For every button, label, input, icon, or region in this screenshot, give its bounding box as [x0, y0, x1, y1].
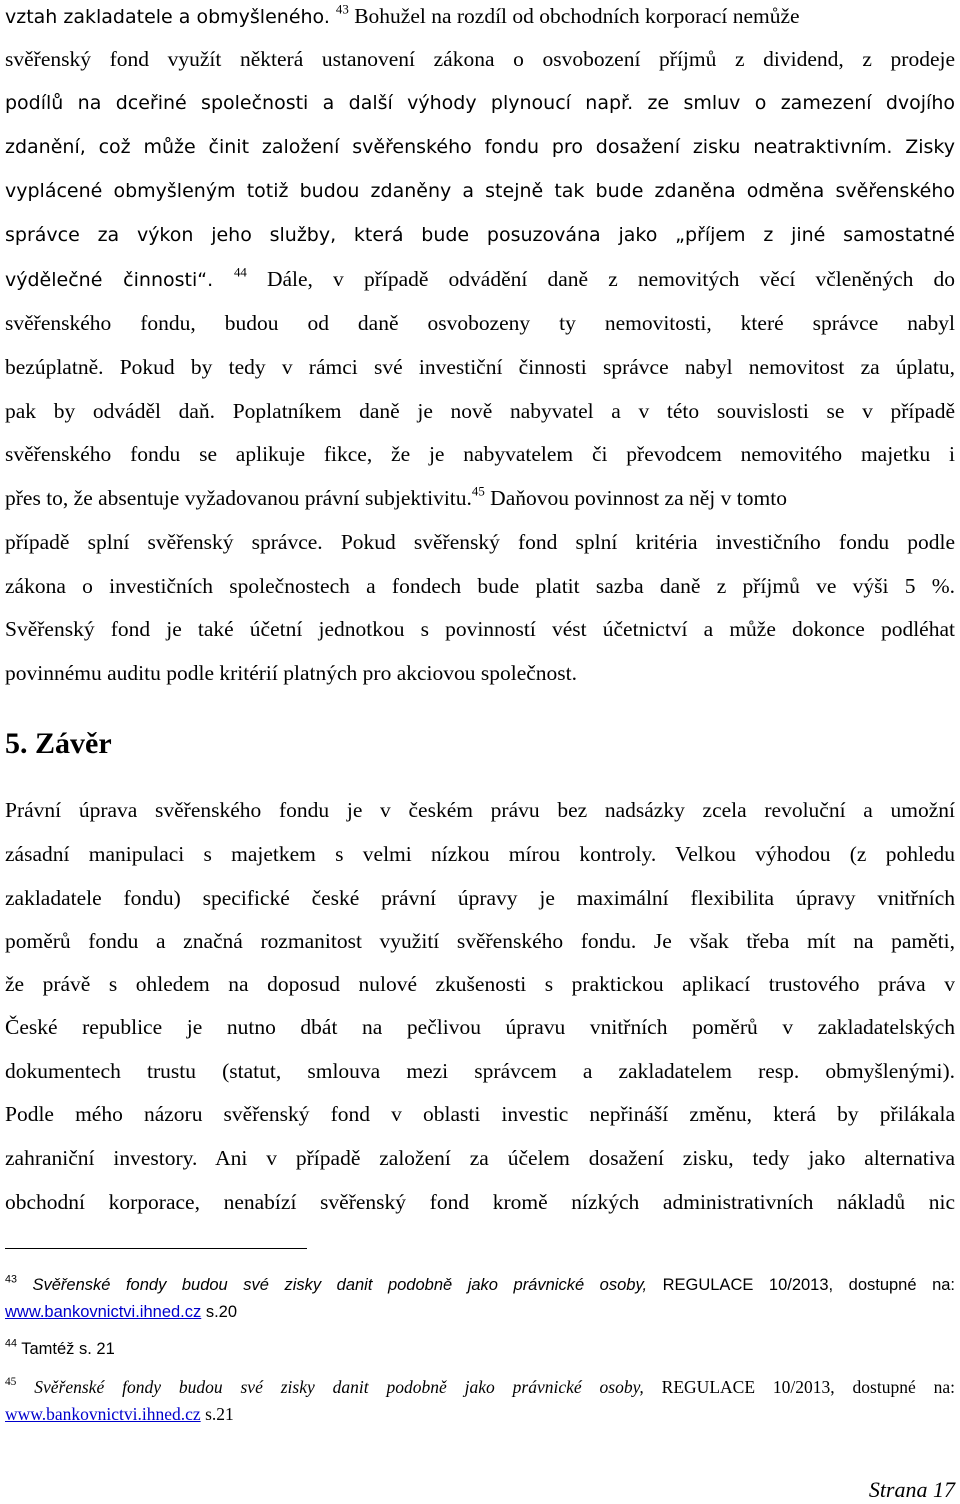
footnote-text: Tamtéž s. 21	[21, 1340, 115, 1358]
footnote-number: 43	[5, 1273, 17, 1286]
footnote-page: s.20	[201, 1303, 238, 1321]
footnote-43	[5, 1274, 955, 1296]
section-heading: 5. Závěr	[5, 727, 112, 760]
body-line-4: zdanění, což může činit založení svěřenského fondu pro dosažení zisku neatraktivním. Zisky	[5, 136, 955, 158]
footnote-text: REGULACE 10/2013, dostupné na:	[647, 1276, 956, 1294]
footnote-44	[5, 1338, 955, 1360]
body-text: Bohužel na rozdíl od obchodních korporací nemůže	[348, 4, 800, 28]
body-line-3: podílů na dceřiné společnosti a další výhody plynoucí např. ze smluv o zamezení dvojího	[5, 92, 955, 114]
footnote-ref-45[interactable]: 45	[471, 484, 485, 499]
body-text: Daňovou povinnost za něj v tomto	[484, 486, 787, 510]
body-text: přes to, že absentuje vyžadovanou právní subjektivitu.	[5, 486, 472, 510]
body-line-1	[5, 2, 955, 31]
body-text: vztah zakladatele a obmyšleného.	[5, 6, 336, 28]
conclusion-line-1: Právní úprava svěřenského fondu je v českém právu bez nadsázky zcela revoluční a umožní	[5, 798, 955, 822]
body-line-10: pak by odváděl daň. Poplatníkem daně je nově nabyvatel a v této souvislosti se v případě	[5, 399, 955, 423]
footnote-title: Svěřenské fondy budou své zisky danit podobně jako právnické osoby,	[34, 1377, 644, 1397]
body-line-2: svěřenský fond využít některá ustanovení zákona o osvobození příjmů z dividend, z prodeje	[5, 47, 955, 71]
body-line-6: správce za výkon jeho služby, která bude posuzována jako „příjem z jiné samostatné	[5, 224, 955, 246]
page-number: Strana 17	[868, 1477, 955, 1502]
body-line-13: případě splní svěřenský správce. Pokud svěřenský fond splní kritéria investičního fondu podle	[5, 530, 955, 554]
footnote-number: 44	[5, 1337, 17, 1350]
footnote-page: s.21	[200, 1404, 234, 1424]
body-line-12	[5, 484, 955, 512]
conclusion-line-3: zakladatele fondu) specifické české právní úpravy je maximální flexibilita úpravy vnitřních	[5, 886, 955, 910]
body-text: Dále, v případě odvádění daně z nemovitých věcí včleněných do	[246, 267, 955, 291]
footnote-45	[5, 1376, 955, 1398]
conclusion-line-4: poměrů fondu a značná rozmanitost využití svěřenského fondu. Je však třeba mít na paměti,	[5, 929, 955, 953]
body-line-14: zákona o investičních společnostech a fondech bude platit sazba daně z příjmů ve výši 5 %.	[5, 574, 955, 598]
footnote-link[interactable]: www.bankovnictvi.ihned.cz	[5, 1303, 202, 1321]
footnote-link[interactable]: www.bankovnictvi.ihned.cz	[5, 1404, 201, 1424]
footnote-ref-44[interactable]: 44	[233, 265, 247, 280]
footnote-43-cont	[5, 1301, 955, 1323]
body-line-7	[5, 265, 955, 294]
footnote-text: REGULACE 10/2013, dostupné na:	[643, 1377, 955, 1397]
footnote-separator	[5, 1248, 307, 1249]
body-text: výdělečné činnosti“.	[5, 269, 234, 291]
footnote-ref-43[interactable]: 43	[335, 2, 349, 17]
conclusion-line-7: dokumentech trustu (statut, smlouva mezi správcem a zakladatelem resp. obmyšlenými).	[5, 1059, 955, 1083]
conclusion-line-9: zahraniční investory. Ani v případě založení za účelem dosažení zisku, tedy jako alternativa	[5, 1146, 955, 1170]
body-line-5: vyplácené obmyšleným totiž budou zdaněny a stejně tak bude zdaněna odměna svěřenského	[5, 180, 955, 202]
conclusion-line-6: České republice je nutno dbát na pečlivou úpravu vnitřních poměrů v zakladatelských	[5, 1015, 955, 1039]
conclusion-line-5: že právě s ohledem na doposud nulové zkušenosti s praktickou aplikací trustového práva v	[5, 972, 955, 996]
footnote-number: 45	[5, 1376, 17, 1389]
conclusion-line-8: Podle mého názoru svěřenský fond v oblasti investic nepřináší změnu, která by přilákala	[5, 1102, 955, 1126]
body-line-8: svěřenského fondu, budou od daně osvobozeny ty nemovitosti, které správce nabyl	[5, 311, 955, 335]
conclusion-line-2: zásadní manipulaci s majetkem s velmi nízkou mírou kontroly. Velkou výhodou (z pohledu	[5, 842, 955, 866]
body-line-16: povinnému auditu podle kritérií platných pro akciovou společnost.	[5, 661, 578, 685]
body-line-15: Svěřenský fond je také účetní jednotkou s povinností vést účetnictví a může dokonce podléhat	[5, 617, 955, 641]
conclusion-line-10: obchodní korporace, nenabízí svěřenský fond kromě nízkých administrativních nákladů nic	[5, 1190, 955, 1214]
footnote-45-cont	[5, 1403, 955, 1425]
body-line-11: svěřenského fondu se aplikuje fikce, že je nabyvatelem či převodcem nemovitého majetku i	[5, 442, 955, 466]
body-line-9: bezúplatně. Pokud by tedy v rámci své investiční činnosti správce nabyl nemovitost za úplatu,	[5, 355, 955, 379]
footnote-title: Svěřenské fondy budou své zisky danit podobně jako právnické osoby,	[32, 1276, 648, 1294]
